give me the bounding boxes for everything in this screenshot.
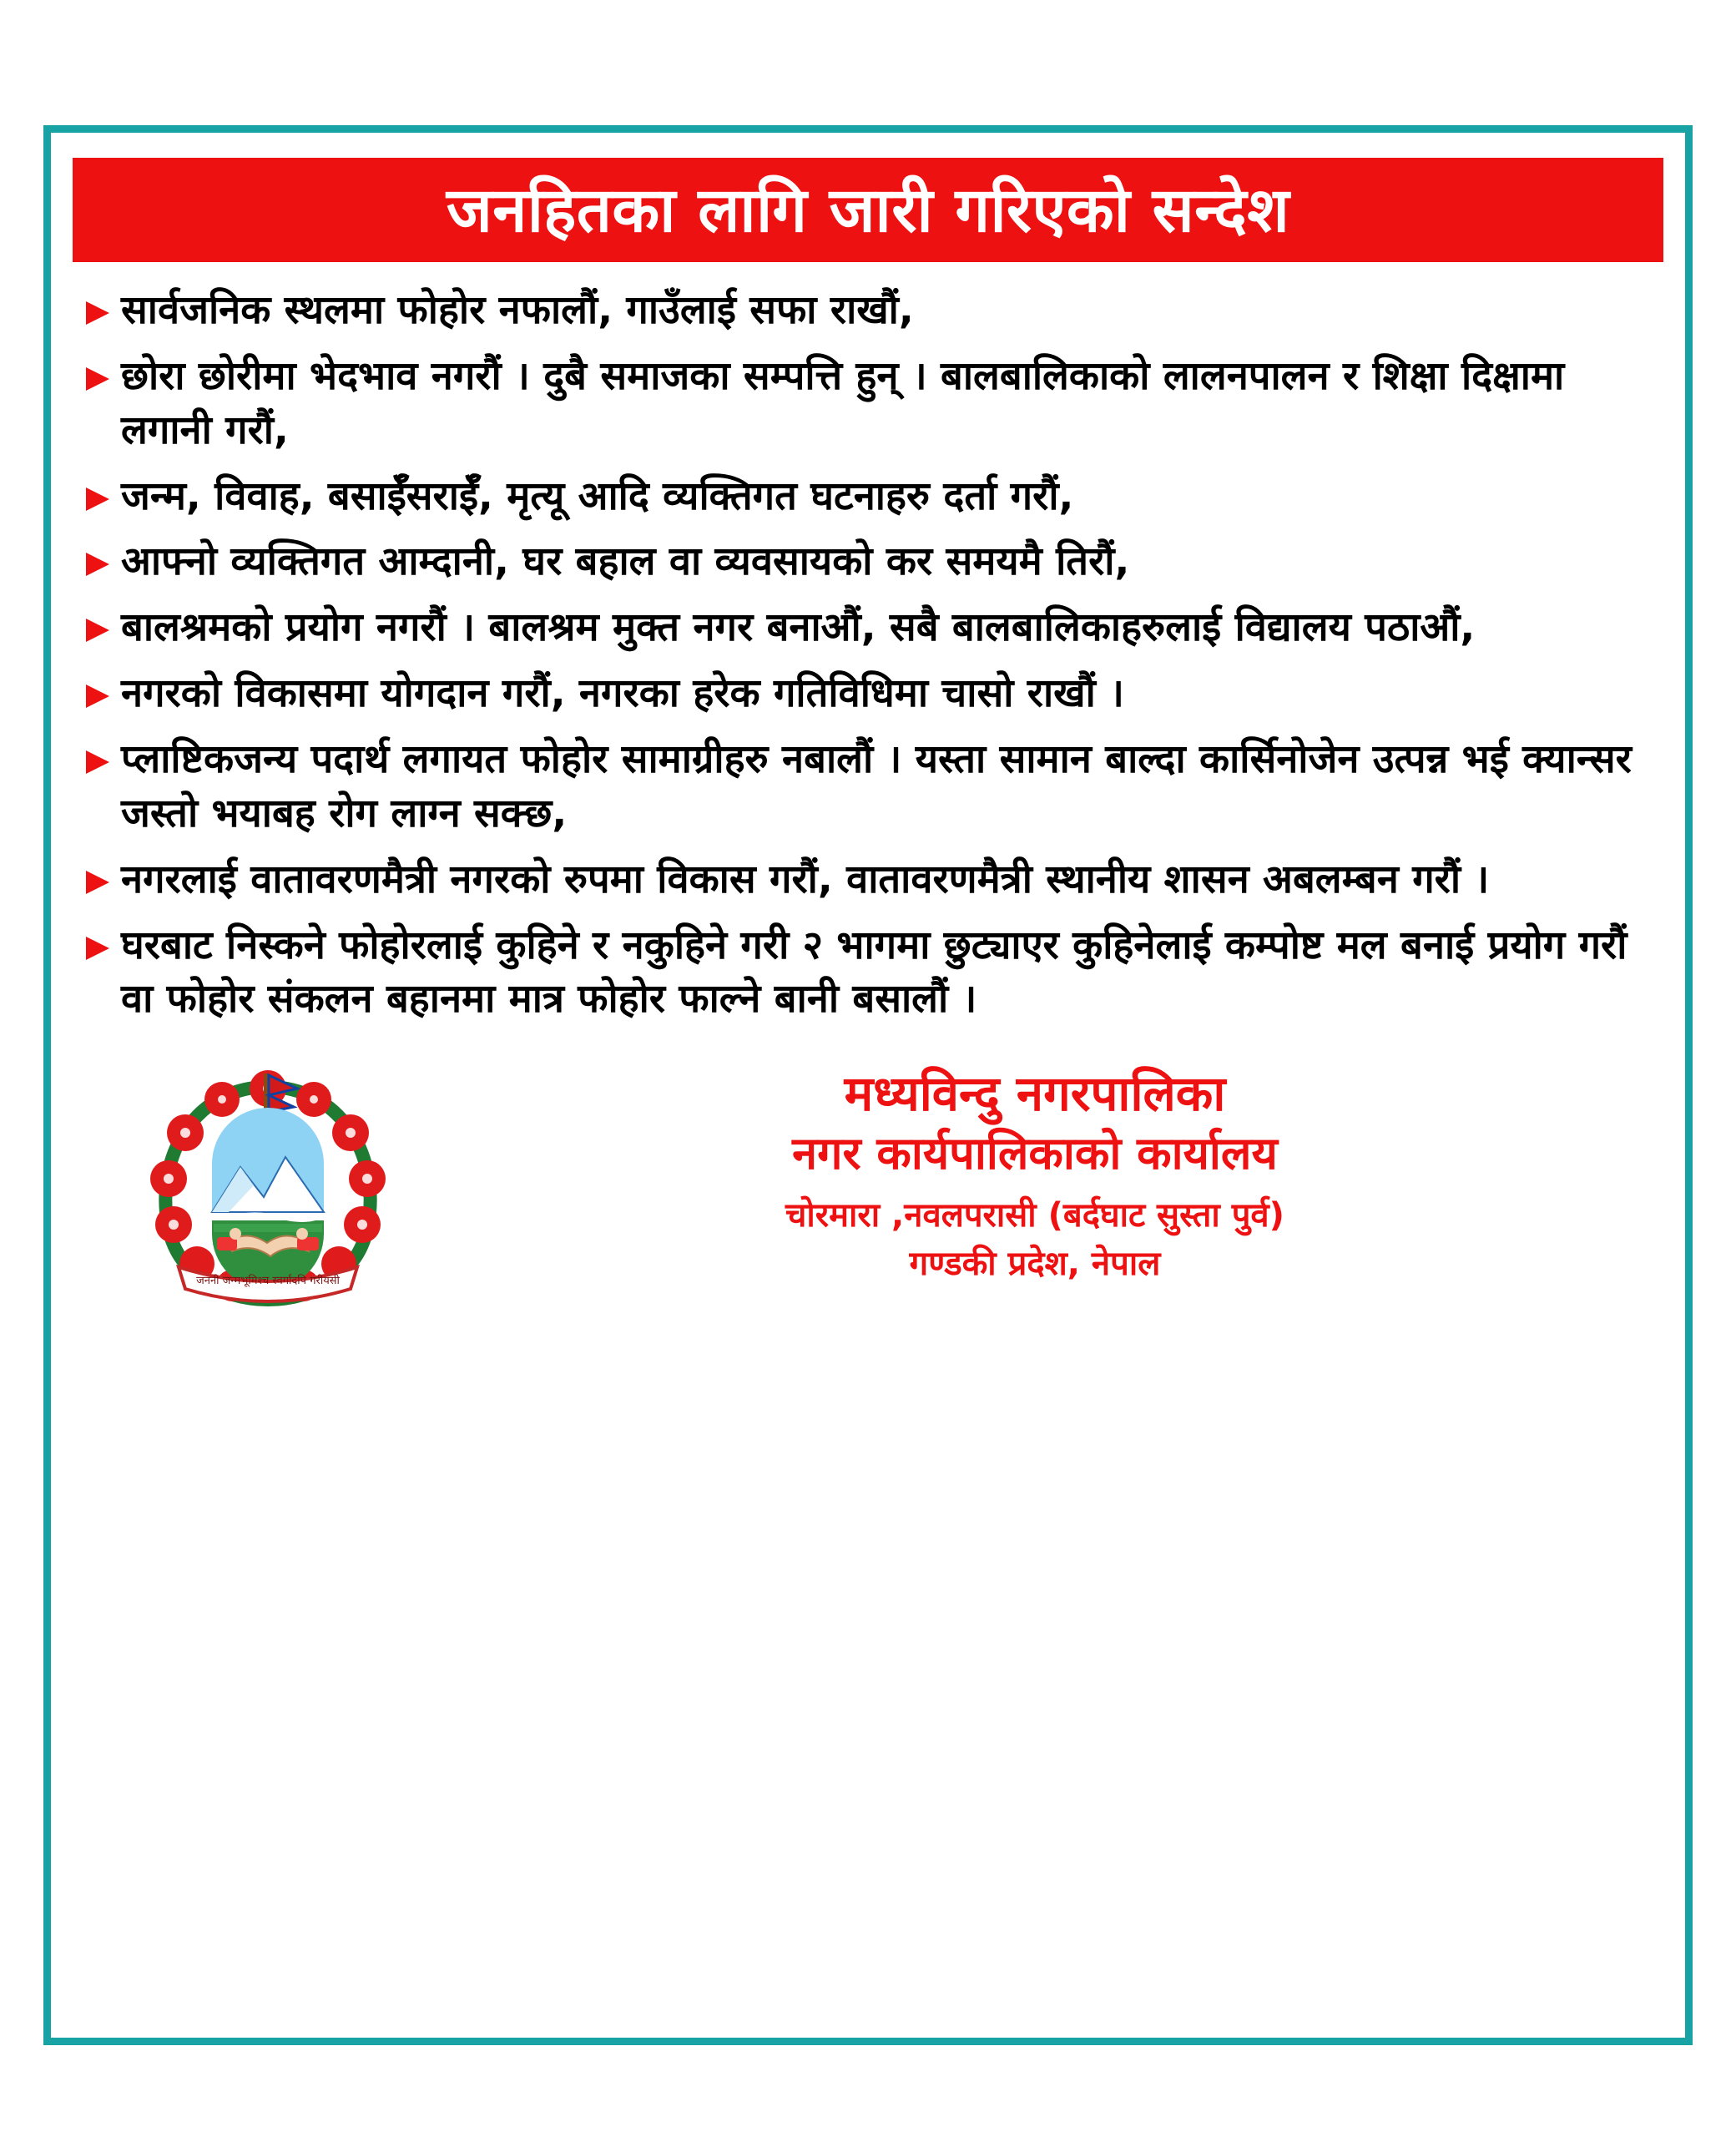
svg-text:जननी जन्मभूमिश्च स्वर्गादपि गर: जननी जन्मभूमिश्च स्वर्गादपि गरीयसी [196, 1275, 340, 1288]
municipality-name: मध्यविन्दु नगरपालिका [844, 1065, 1226, 1123]
message-text: घरबाट निस्कने फोहोरलाई कुहिने र नकुहिने गरी २ भागमा छुट्याएर कुहिनेलाई कम्पोष्ट मल बनाई प्रयोग गरौं वा फोहोर संकलन बहानमा मात्र फोहोर फाल्ने बानी बसालौं । [121, 922, 1628, 1023]
triangle-bullet-icon [83, 682, 116, 710]
list-item [83, 284, 1653, 338]
nepal-emblem-icon [101, 1055, 435, 1321]
poster-footer [51, 1047, 1685, 1321]
list-item [83, 601, 1653, 655]
office-address: चोरमारा ,नवलपरासी (बर्दघाट सुस्ता पुर्व) [785, 1196, 1284, 1235]
triangle-bullet-icon [83, 485, 116, 513]
triangle-bullet-icon [83, 934, 116, 962]
office-province: गण्डकी प्रदेश, नेपाल [909, 1245, 1161, 1283]
message-text: आफ्नो व्यक्तिगत आम्दानी, घर बहाल वा व्यवसायको कर समयमै तिरौं, [121, 538, 1130, 585]
list-item [83, 667, 1653, 721]
triangle-bullet-icon [83, 550, 116, 578]
message-text: नगरलाई वातावरणमैत्री नगरको रुपमा विकास गरौं, वातावरणमैत्री स्थानीय शासन अबलम्बन गरौं । [121, 856, 1490, 902]
list-item [83, 919, 1653, 1028]
list-item [83, 733, 1653, 841]
list-item [83, 350, 1653, 458]
message-text: सार्वजनिक स्थलमा फोहोर नफालौं, गाउँलाई सफा राखौं, [121, 287, 914, 333]
message-text: प्लाष्टिकजन्य पदार्थ लगायत फोहोर सामाग्रीहरु नबालौं । यस्ता सामान बाल्दा कार्सिनोजेन उत्पन्न भई क्यान्सर जस्तो भयाबह रोग लाग्न सक्छ, [121, 736, 1632, 836]
poster-title: जनहितका लागि जारी गरिएको सन्देश [446, 174, 1290, 246]
poster-banner [73, 158, 1663, 262]
triangle-bullet-icon [83, 299, 116, 327]
triangle-bullet-icon [83, 748, 116, 776]
message-text: जन्म, विवाह, बसाईँसराईँ, मृत्यू आदि व्यक्तिगत घटनाहरु दर्ता गरौं, [121, 472, 1074, 519]
message-text: नगरको विकासमा योगदान गरौं, नगरका हरेक गतिविधिमा चासो राखौं । [121, 670, 1124, 717]
list-item [83, 853, 1653, 907]
public-notice-poster [43, 125, 1693, 2045]
triangle-bullet-icon [83, 616, 116, 644]
issuing-office [435, 1055, 1635, 1288]
office-name: नगर कार्यपालिकाको कार्यालय [792, 1126, 1278, 1180]
triangle-bullet-icon [83, 868, 116, 897]
list-item [83, 470, 1653, 524]
triangle-bullet-icon [83, 365, 116, 393]
list-item [83, 535, 1653, 589]
message-text: छोरा छोरीमा भेदभाव नगरौं । दुबै समाजका सम्पत्ति हुन् । बालबालिकाको लालनपालन र शिक्षा दिक्षामा लगानी गरौं, [121, 352, 1565, 453]
message-text: बालश्रमको प्रयोग नगरौं । बालश्रम मुक्त नगर बनाऔं, सबै बालबालिकाहरुलाई विद्यालय पठाऔं, [121, 604, 1476, 651]
message-list [51, 262, 1685, 1027]
